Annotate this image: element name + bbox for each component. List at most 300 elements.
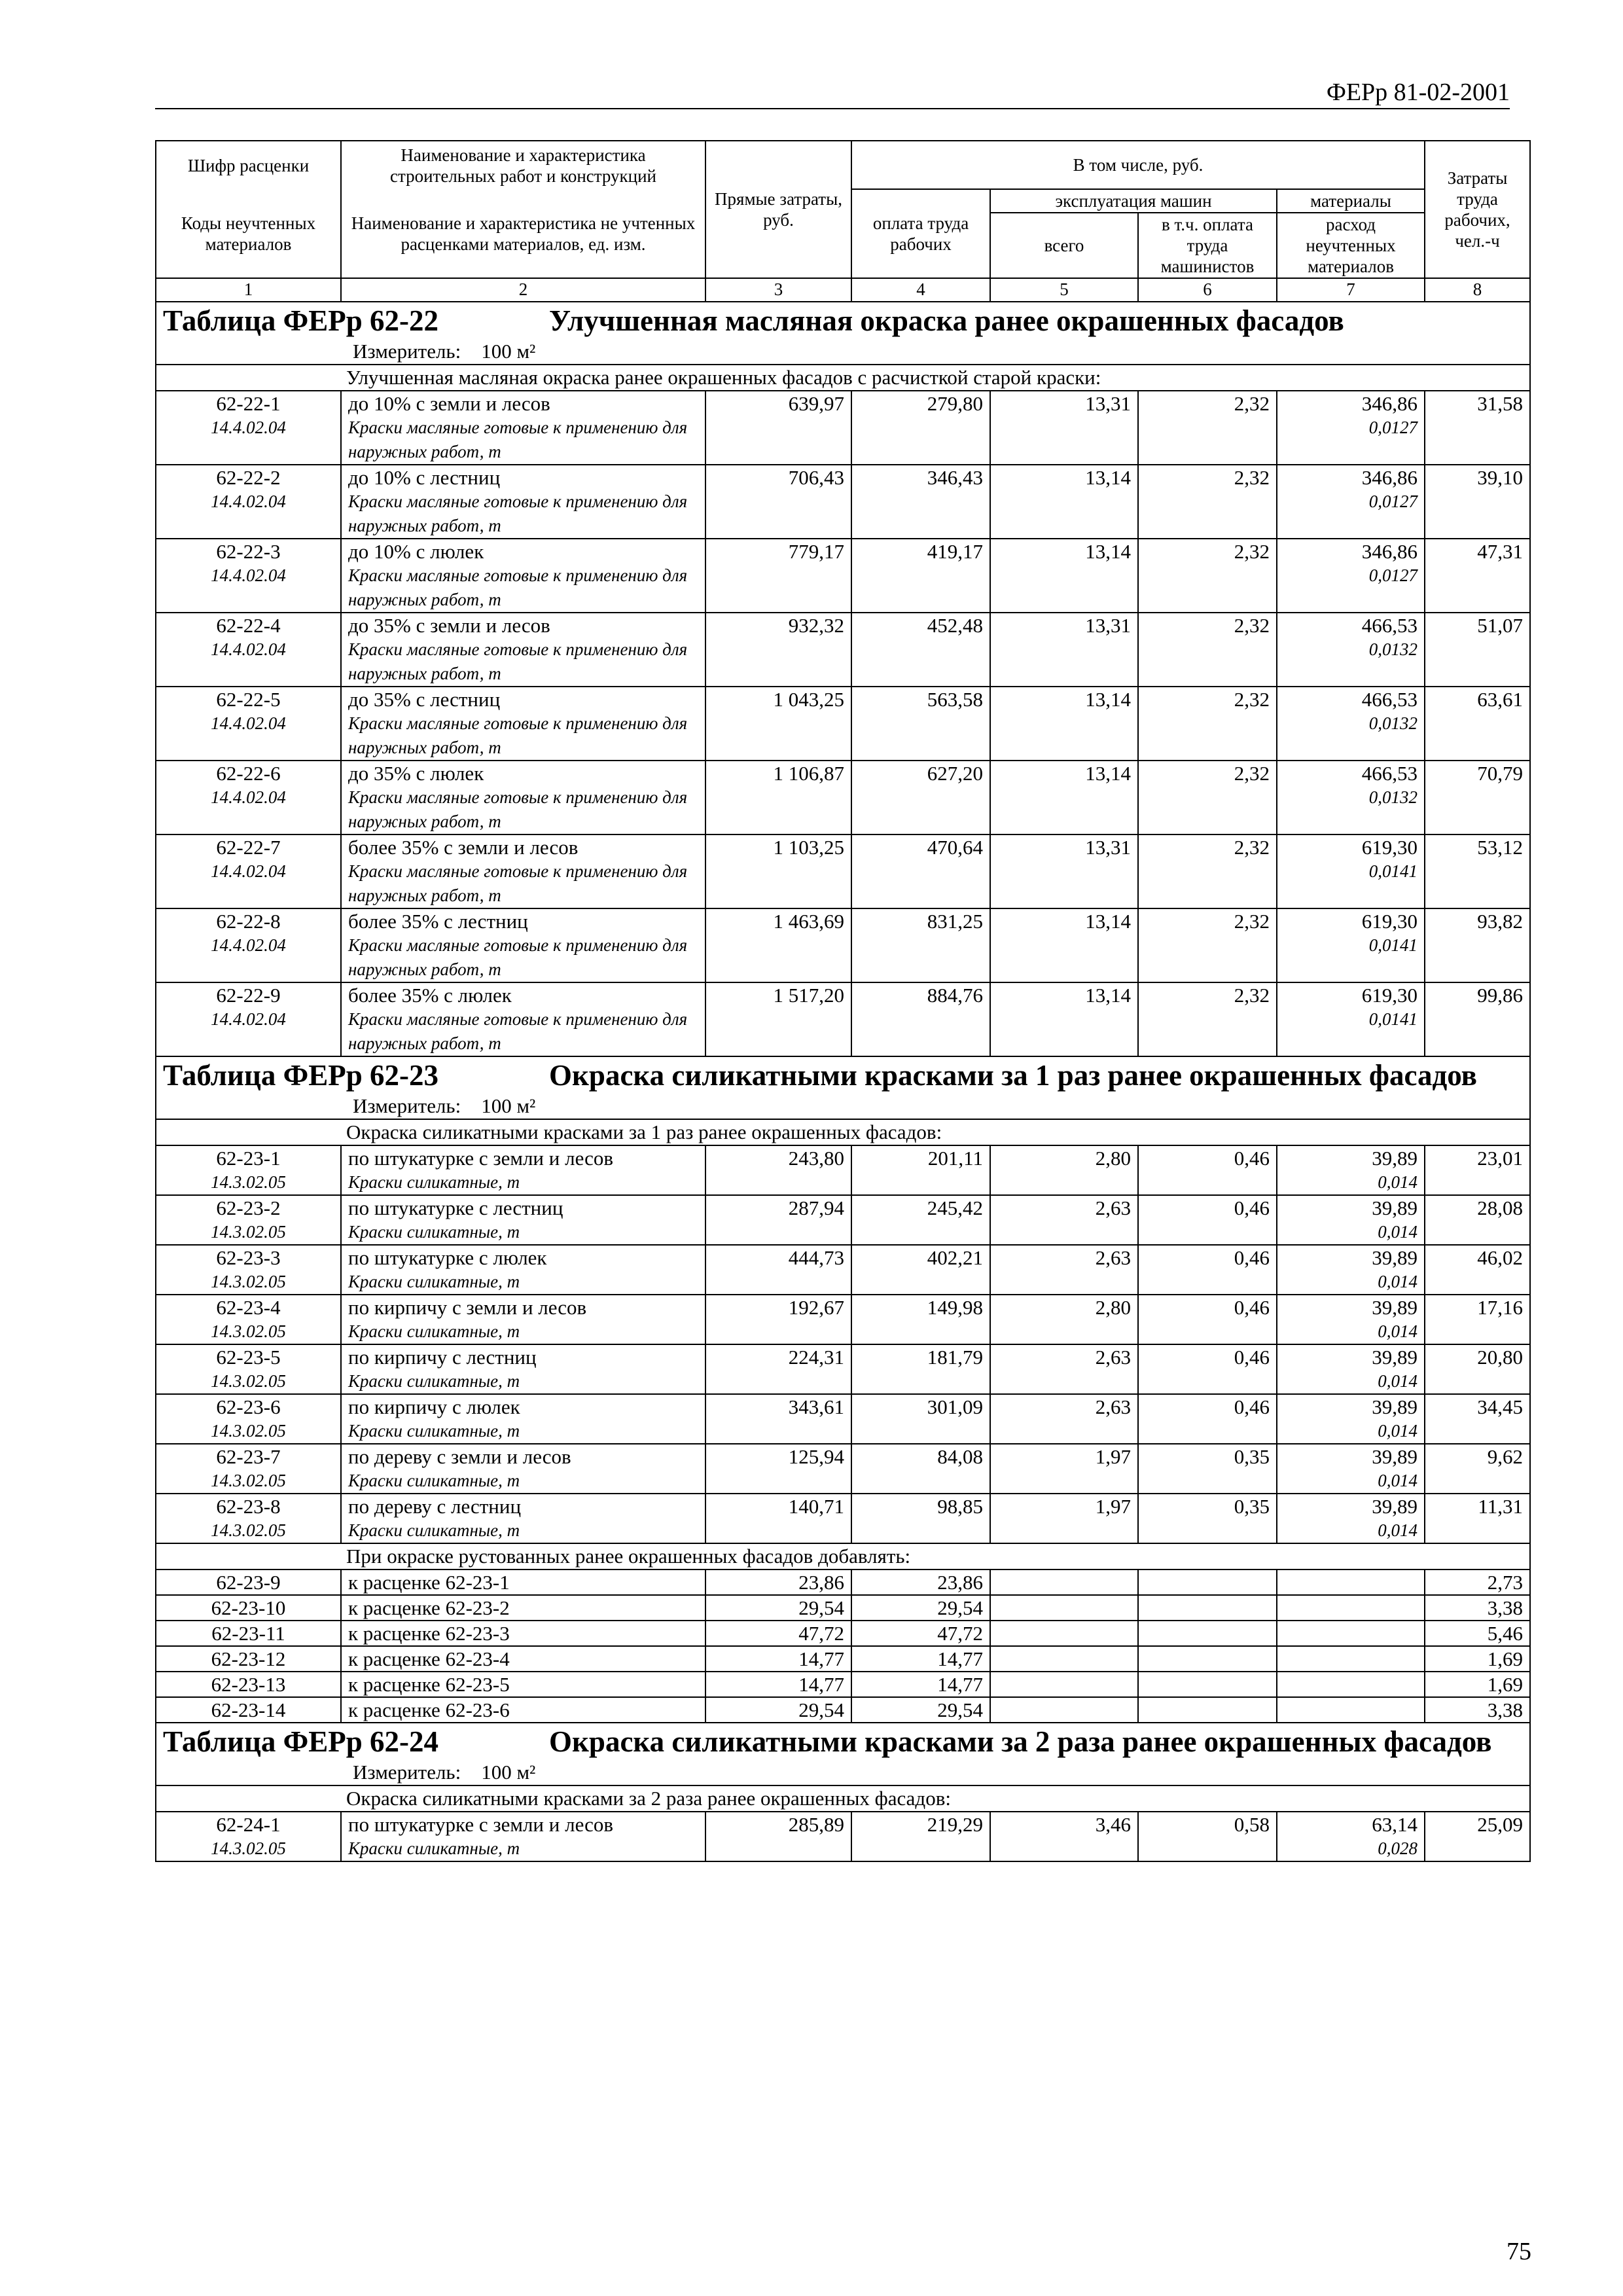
column-number: 8 — [1425, 278, 1530, 302]
measure — [163, 339, 1523, 364]
direct-costs-empty — [705, 1319, 851, 1344]
labor-costs-empty — [1425, 711, 1530, 761]
direct-costs-empty — [705, 1419, 851, 1444]
direct-costs: 1 103,25 — [705, 834, 851, 859]
machines-total-empty — [990, 1007, 1138, 1056]
rate-code: 62-23-14 — [156, 1697, 341, 1723]
work-name: по кирпичу с земли и лесов — [341, 1295, 705, 1319]
material-quantity: 0,014 — [1277, 1220, 1425, 1245]
direct-costs-empty — [705, 490, 851, 539]
group-subtitle-row — [156, 1543, 1530, 1570]
labor-costs-empty — [1425, 1270, 1530, 1295]
table-title-text: Окраска силикатными красками за 2 раза ранее окрашенных фасадов — [549, 1725, 1492, 1758]
rate-code: 62-23-1 — [156, 1145, 341, 1170]
wages: 419,17 — [851, 539, 990, 564]
header-materials: материалы — [1277, 189, 1425, 213]
machines-wages — [1138, 1595, 1277, 1621]
material-name: Краски силикатные, т — [341, 1518, 705, 1543]
work-name: более 35% с лестниц — [341, 908, 705, 933]
material-code: 14.3.02.05 — [156, 1319, 341, 1344]
direct-costs: 1 463,69 — [705, 908, 851, 933]
table-row — [156, 539, 1530, 564]
wages: 245,42 — [851, 1195, 990, 1220]
labor-costs: 70,79 — [1425, 761, 1530, 785]
labor-costs: 5,46 — [1425, 1621, 1530, 1646]
labor-costs: 51,07 — [1425, 613, 1530, 637]
direct-costs-empty — [705, 933, 851, 982]
table-row — [156, 1394, 1530, 1419]
material-quantity: 0,0132 — [1277, 785, 1425, 834]
work-name: более 35% с люлек — [341, 982, 705, 1007]
machines-total: 13,31 — [990, 391, 1138, 416]
machines-total-empty — [990, 1319, 1138, 1344]
table-number: Таблица ФЕРр 62-24 — [163, 1725, 439, 1758]
material-row — [156, 1837, 1530, 1861]
header-wages: оплата труда рабочих — [851, 189, 990, 278]
header-name: Наименование и характеристика строительных работ и конструкций — [341, 141, 705, 189]
material-row — [156, 1518, 1530, 1543]
labor-costs-empty — [1425, 1319, 1530, 1344]
work-name: до 10% с лестниц — [341, 465, 705, 490]
materials: 39,89 — [1277, 1295, 1425, 1319]
material-row — [156, 1170, 1530, 1195]
direct-costs: 29,54 — [705, 1595, 851, 1621]
measure-label: Измеритель: — [353, 1761, 461, 1784]
labor-costs: 9,62 — [1425, 1444, 1530, 1469]
machines-wages: 0,46 — [1138, 1394, 1277, 1419]
wages: 831,25 — [851, 908, 990, 933]
labor-costs-empty — [1425, 933, 1530, 982]
machines-wages: 0,46 — [1138, 1295, 1277, 1319]
material-quantity: 0,014 — [1277, 1518, 1425, 1543]
rate-code: 62-22-7 — [156, 834, 341, 859]
table-title-row — [156, 302, 1530, 339]
machines-total: 1,97 — [990, 1494, 1138, 1518]
table-row — [156, 1621, 1530, 1646]
materials — [1277, 1646, 1425, 1672]
material-name: Краски масляные готовые к применению для наружных работ, т — [341, 637, 705, 687]
work-name: по штукатурке с земли и лесов — [341, 1145, 705, 1170]
labor-costs-empty — [1425, 1220, 1530, 1245]
material-code: 14.4.02.04 — [156, 785, 341, 834]
wages-empty — [851, 859, 990, 908]
measure-value: 100 м² — [481, 340, 536, 363]
material-code: 14.3.02.05 — [156, 1837, 341, 1861]
table-row — [156, 1595, 1530, 1621]
work-name: до 35% с люлек — [341, 761, 705, 785]
labor-costs: 34,45 — [1425, 1394, 1530, 1419]
material-code: 14.3.02.05 — [156, 1369, 341, 1394]
machines-wages: 0,46 — [1138, 1344, 1277, 1369]
direct-costs-empty — [705, 1369, 851, 1394]
table-row — [156, 1672, 1530, 1697]
labor-costs: 93,82 — [1425, 908, 1530, 933]
machines-wages: 2,32 — [1138, 539, 1277, 564]
direct-costs-empty — [705, 1518, 851, 1543]
material-quantity: 0,014 — [1277, 1170, 1425, 1195]
direct-costs: 23,86 — [705, 1570, 851, 1595]
machines-total: 13,14 — [990, 908, 1138, 933]
header-code: Шифр расценки — [156, 141, 341, 189]
wages: 346,43 — [851, 465, 990, 490]
materials: 619,30 — [1277, 908, 1425, 933]
machines-wages: 0,46 — [1138, 1195, 1277, 1220]
rate-code: 62-23-13 — [156, 1672, 341, 1697]
rate-code: 62-23-10 — [156, 1595, 341, 1621]
table-row — [156, 1697, 1530, 1723]
machines-wages — [1138, 1570, 1277, 1595]
direct-costs: 706,43 — [705, 465, 851, 490]
machines-total: 2,63 — [990, 1195, 1138, 1220]
group-subtitle-row — [156, 1785, 1530, 1812]
direct-costs-empty — [705, 416, 851, 465]
labor-costs: 3,38 — [1425, 1595, 1530, 1621]
material-name: Краски масляные готовые к применению для наружных работ, т — [341, 490, 705, 539]
labor-costs-empty — [1425, 1007, 1530, 1056]
direct-costs: 125,94 — [705, 1444, 851, 1469]
table-title-cell — [156, 1723, 1530, 1760]
table-title-row — [156, 1723, 1530, 1760]
machines-total-empty — [990, 637, 1138, 687]
material-row — [156, 711, 1530, 761]
material-name: Краски силикатные, т — [341, 1469, 705, 1494]
direct-costs-empty — [705, 1220, 851, 1245]
material-code: 14.3.02.05 — [156, 1419, 341, 1444]
machines-wages: 0,35 — [1138, 1444, 1277, 1469]
table-row — [156, 391, 1530, 416]
wages: 47,72 — [851, 1621, 990, 1646]
rate-code: 62-23-11 — [156, 1621, 341, 1646]
header-machines: эксплуатация машин — [990, 189, 1277, 213]
machines-wages-empty — [1138, 1007, 1277, 1056]
machines-total: 1,97 — [990, 1444, 1138, 1469]
rate-code: 62-22-5 — [156, 687, 341, 711]
header-labor: Затраты труда рабочих, чел.-ч — [1425, 141, 1530, 278]
machines-total: 2,63 — [990, 1344, 1138, 1369]
labor-costs: 47,31 — [1425, 539, 1530, 564]
material-quantity: 0,014 — [1277, 1319, 1425, 1344]
table-row — [156, 982, 1530, 1007]
material-name: Краски масляные готовые к применению для наружных работ, т — [341, 1007, 705, 1056]
table-number: Таблица ФЕРр 62-23 — [163, 1059, 439, 1092]
machines-wages-empty — [1138, 933, 1277, 982]
material-row — [156, 1319, 1530, 1344]
table-title — [163, 1057, 1523, 1094]
materials: 39,89 — [1277, 1145, 1425, 1170]
column-number: 3 — [705, 278, 851, 302]
table-title-row — [156, 1056, 1530, 1094]
table-title-cell — [156, 302, 1530, 339]
wages-empty — [851, 1270, 990, 1295]
materials: 466,53 — [1277, 687, 1425, 711]
table-row — [156, 908, 1530, 933]
material-quantity: 0,028 — [1277, 1837, 1425, 1861]
wages-empty — [851, 785, 990, 834]
page-number: 75 — [1507, 2238, 1531, 2265]
direct-costs: 1 106,87 — [705, 761, 851, 785]
group-subtitle: Окраска силикатными красками за 2 раза ранее окрашенных фасадов: — [156, 1785, 1530, 1812]
material-name: Краски силикатные, т — [341, 1837, 705, 1861]
machines-total-empty — [990, 785, 1138, 834]
labor-costs-empty — [1425, 1518, 1530, 1543]
direct-costs: 192,67 — [705, 1295, 851, 1319]
rate-code: 62-22-9 — [156, 982, 341, 1007]
work-name: по штукатурке с земли и лесов — [341, 1812, 705, 1837]
wages: 149,98 — [851, 1295, 990, 1319]
wages: 470,64 — [851, 834, 990, 859]
group-subtitle: При окраске рустованных ранее окрашенных фасадов добавлять: — [156, 1543, 1530, 1570]
labor-costs-empty — [1425, 1170, 1530, 1195]
table-row — [156, 1195, 1530, 1220]
wages-empty — [851, 637, 990, 687]
machines-wages-empty — [1138, 1319, 1277, 1344]
rate-code: 62-23-8 — [156, 1494, 341, 1518]
wages-empty — [851, 1369, 990, 1394]
material-quantity: 0,0132 — [1277, 711, 1425, 761]
rate-code: 62-23-6 — [156, 1394, 341, 1419]
labor-costs: 3,38 — [1425, 1697, 1530, 1723]
direct-costs-empty — [705, 1469, 851, 1494]
measure-value: 100 м² — [481, 1761, 536, 1784]
machines-wages: 2,32 — [1138, 391, 1277, 416]
header-machines-wages: в т.ч. оплата труда машинистов — [1138, 213, 1277, 278]
machines-total — [990, 1697, 1138, 1723]
machines-wages: 2,32 — [1138, 761, 1277, 785]
machines-total-empty — [990, 1837, 1138, 1861]
machines-total: 13,14 — [990, 687, 1138, 711]
work-name: до 10% с люлек — [341, 539, 705, 564]
material-code: 14.4.02.04 — [156, 711, 341, 761]
machines-total-empty — [990, 1220, 1138, 1245]
machines-total-empty — [990, 1369, 1138, 1394]
machines-total-empty — [990, 711, 1138, 761]
measure-cell — [156, 339, 1530, 365]
machines-wages-empty — [1138, 1270, 1277, 1295]
table-row — [156, 1344, 1530, 1369]
work-name: до 35% с лестниц — [341, 687, 705, 711]
work-name: по кирпичу с лестниц — [341, 1344, 705, 1369]
direct-costs: 1 043,25 — [705, 687, 851, 711]
machines-total: 2,80 — [990, 1295, 1138, 1319]
table-row — [156, 1494, 1530, 1518]
material-quantity: 0,0127 — [1277, 416, 1425, 465]
labor-costs-empty — [1425, 416, 1530, 465]
measure-cell — [156, 1094, 1530, 1119]
machines-total: 2,63 — [990, 1245, 1138, 1270]
direct-costs: 444,73 — [705, 1245, 851, 1270]
materials: 466,53 — [1277, 613, 1425, 637]
material-name: Краски силикатные, т — [341, 1220, 705, 1245]
labor-costs: 1,69 — [1425, 1672, 1530, 1697]
material-name: Краски силикатные, т — [341, 1270, 705, 1295]
machines-total — [990, 1595, 1138, 1621]
wages-empty — [851, 1170, 990, 1195]
measure-value: 100 м² — [481, 1094, 536, 1117]
direct-costs: 287,94 — [705, 1195, 851, 1220]
labor-costs: 28,08 — [1425, 1195, 1530, 1220]
table-title-cell — [156, 1056, 1530, 1094]
work-name: к расценке 62-23-6 — [341, 1697, 705, 1723]
wages-empty — [851, 1518, 990, 1543]
wages-empty — [851, 1319, 990, 1344]
labor-costs-empty — [1425, 490, 1530, 539]
material-code: 14.4.02.04 — [156, 1007, 341, 1056]
machines-wages-empty — [1138, 1220, 1277, 1245]
table-row — [156, 1245, 1530, 1270]
work-name: по дереву с лестниц — [341, 1494, 705, 1518]
rate-code: 62-23-7 — [156, 1444, 341, 1469]
machines-total: 13,31 — [990, 613, 1138, 637]
direct-costs-empty — [705, 564, 851, 613]
material-code: 14.3.02.05 — [156, 1170, 341, 1195]
material-name: Краски силикатные, т — [341, 1369, 705, 1394]
direct-costs-empty — [705, 1270, 851, 1295]
measure — [163, 1760, 1523, 1785]
material-quantity: 0,0132 — [1277, 637, 1425, 687]
wages: 563,58 — [851, 687, 990, 711]
material-name: Краски масляные готовые к применению для наружных работ, т — [341, 859, 705, 908]
direct-costs-empty — [705, 637, 851, 687]
materials: 346,86 — [1277, 465, 1425, 490]
machines-total: 13,14 — [990, 982, 1138, 1007]
labor-costs: 39,10 — [1425, 465, 1530, 490]
machines-total: 3,46 — [990, 1812, 1138, 1837]
labor-costs-empty — [1425, 1369, 1530, 1394]
labor-costs: 2,73 — [1425, 1570, 1530, 1595]
materials: 39,89 — [1277, 1494, 1425, 1518]
machines-wages-empty — [1138, 1518, 1277, 1543]
machines-total-empty — [990, 1270, 1138, 1295]
rate-code: 62-23-12 — [156, 1646, 341, 1672]
table-row — [156, 834, 1530, 859]
machines-wages: 2,32 — [1138, 613, 1277, 637]
machines-total-empty — [990, 859, 1138, 908]
machines-total — [990, 1621, 1138, 1646]
rate-code: 62-23-5 — [156, 1344, 341, 1369]
material-row — [156, 1220, 1530, 1245]
labor-costs-empty — [1425, 637, 1530, 687]
column-numbers-row — [156, 278, 1530, 302]
material-code: 14.3.02.05 — [156, 1518, 341, 1543]
labor-costs: 11,31 — [1425, 1494, 1530, 1518]
labor-costs: 17,16 — [1425, 1295, 1530, 1319]
material-code: 14.4.02.04 — [156, 416, 341, 465]
direct-costs: 29,54 — [705, 1697, 851, 1723]
machines-wages-empty — [1138, 711, 1277, 761]
column-number: 7 — [1277, 278, 1425, 302]
header-row — [156, 141, 1530, 189]
wages: 627,20 — [851, 761, 990, 785]
rates-table — [155, 140, 1531, 1862]
materials: 346,86 — [1277, 391, 1425, 416]
material-row — [156, 637, 1530, 687]
labor-costs: 53,12 — [1425, 834, 1530, 859]
direct-costs: 1 517,20 — [705, 982, 851, 1007]
material-code: 14.3.02.05 — [156, 1270, 341, 1295]
materials: 466,53 — [1277, 761, 1425, 785]
direct-costs-empty — [705, 711, 851, 761]
material-quantity: 0,014 — [1277, 1270, 1425, 1295]
materials: 346,86 — [1277, 539, 1425, 564]
machines-wages-empty — [1138, 785, 1277, 834]
materials — [1277, 1621, 1425, 1646]
material-code: 14.4.02.04 — [156, 564, 341, 613]
material-row — [156, 1469, 1530, 1494]
work-name: по кирпичу с люлек — [341, 1394, 705, 1419]
work-name: к расценке 62-23-2 — [341, 1595, 705, 1621]
table-title — [163, 302, 1523, 339]
machines-wages-empty — [1138, 637, 1277, 687]
machines-total: 13,31 — [990, 834, 1138, 859]
material-name: Краски масляные готовые к применению для наружных работ, т — [341, 785, 705, 834]
rate-code: 62-23-2 — [156, 1195, 341, 1220]
direct-costs-empty — [705, 1007, 851, 1056]
labor-costs-empty — [1425, 1419, 1530, 1444]
labor-costs: 25,09 — [1425, 1812, 1530, 1837]
direct-costs-empty — [705, 859, 851, 908]
materials: 39,89 — [1277, 1444, 1425, 1469]
table-row — [156, 465, 1530, 490]
material-name: Краски масляные готовые к применению для наружных работ, т — [341, 711, 705, 761]
column-number: 4 — [851, 278, 990, 302]
rate-code: 62-22-6 — [156, 761, 341, 785]
measure-label: Измеритель: — [353, 340, 461, 363]
wages: 279,80 — [851, 391, 990, 416]
wages: 181,79 — [851, 1344, 990, 1369]
wages: 301,09 — [851, 1394, 990, 1419]
materials: 39,89 — [1277, 1245, 1425, 1270]
material-quantity: 0,014 — [1277, 1469, 1425, 1494]
materials: 39,89 — [1277, 1195, 1425, 1220]
work-name: по штукатурке с лестниц — [341, 1195, 705, 1220]
wages: 23,86 — [851, 1570, 990, 1595]
rate-code: 62-22-8 — [156, 908, 341, 933]
machines-wages-empty — [1138, 490, 1277, 539]
machines-wages-empty — [1138, 416, 1277, 465]
machines-wages-empty — [1138, 1837, 1277, 1861]
direct-costs-empty — [705, 1170, 851, 1195]
labor-costs-empty — [1425, 785, 1530, 834]
machines-wages: 0,35 — [1138, 1494, 1277, 1518]
group-subtitle: Окраска силикатными красками за 1 раз ранее окрашенных фасадов: — [156, 1119, 1530, 1145]
material-code: 14.3.02.05 — [156, 1469, 341, 1494]
material-row — [156, 785, 1530, 834]
direct-costs: 14,77 — [705, 1646, 851, 1672]
rate-code: 62-22-1 — [156, 391, 341, 416]
machines-total-empty — [990, 564, 1138, 613]
direct-costs: 343,61 — [705, 1394, 851, 1419]
materials — [1277, 1595, 1425, 1621]
wages-empty — [851, 416, 990, 465]
material-row — [156, 1007, 1530, 1056]
work-name: по штукатурке с люлек — [341, 1245, 705, 1270]
table-row — [156, 1295, 1530, 1319]
labor-costs-empty — [1425, 564, 1530, 613]
machines-total: 2,80 — [990, 1145, 1138, 1170]
work-name: более 35% с земли и лесов — [341, 834, 705, 859]
machines-wages: 2,32 — [1138, 465, 1277, 490]
labor-costs: 1,69 — [1425, 1646, 1530, 1672]
table-row — [156, 1444, 1530, 1469]
material-name: Краски масляные готовые к применению для наружных работ, т — [341, 564, 705, 613]
wages: 14,77 — [851, 1646, 990, 1672]
direct-costs: 285,89 — [705, 1812, 851, 1837]
table-row — [156, 1812, 1530, 1837]
labor-costs: 31,58 — [1425, 391, 1530, 416]
table-number: Таблица ФЕРр 62-22 — [163, 304, 439, 337]
work-name: к расценке 62-23-3 — [341, 1621, 705, 1646]
table-row — [156, 687, 1530, 711]
